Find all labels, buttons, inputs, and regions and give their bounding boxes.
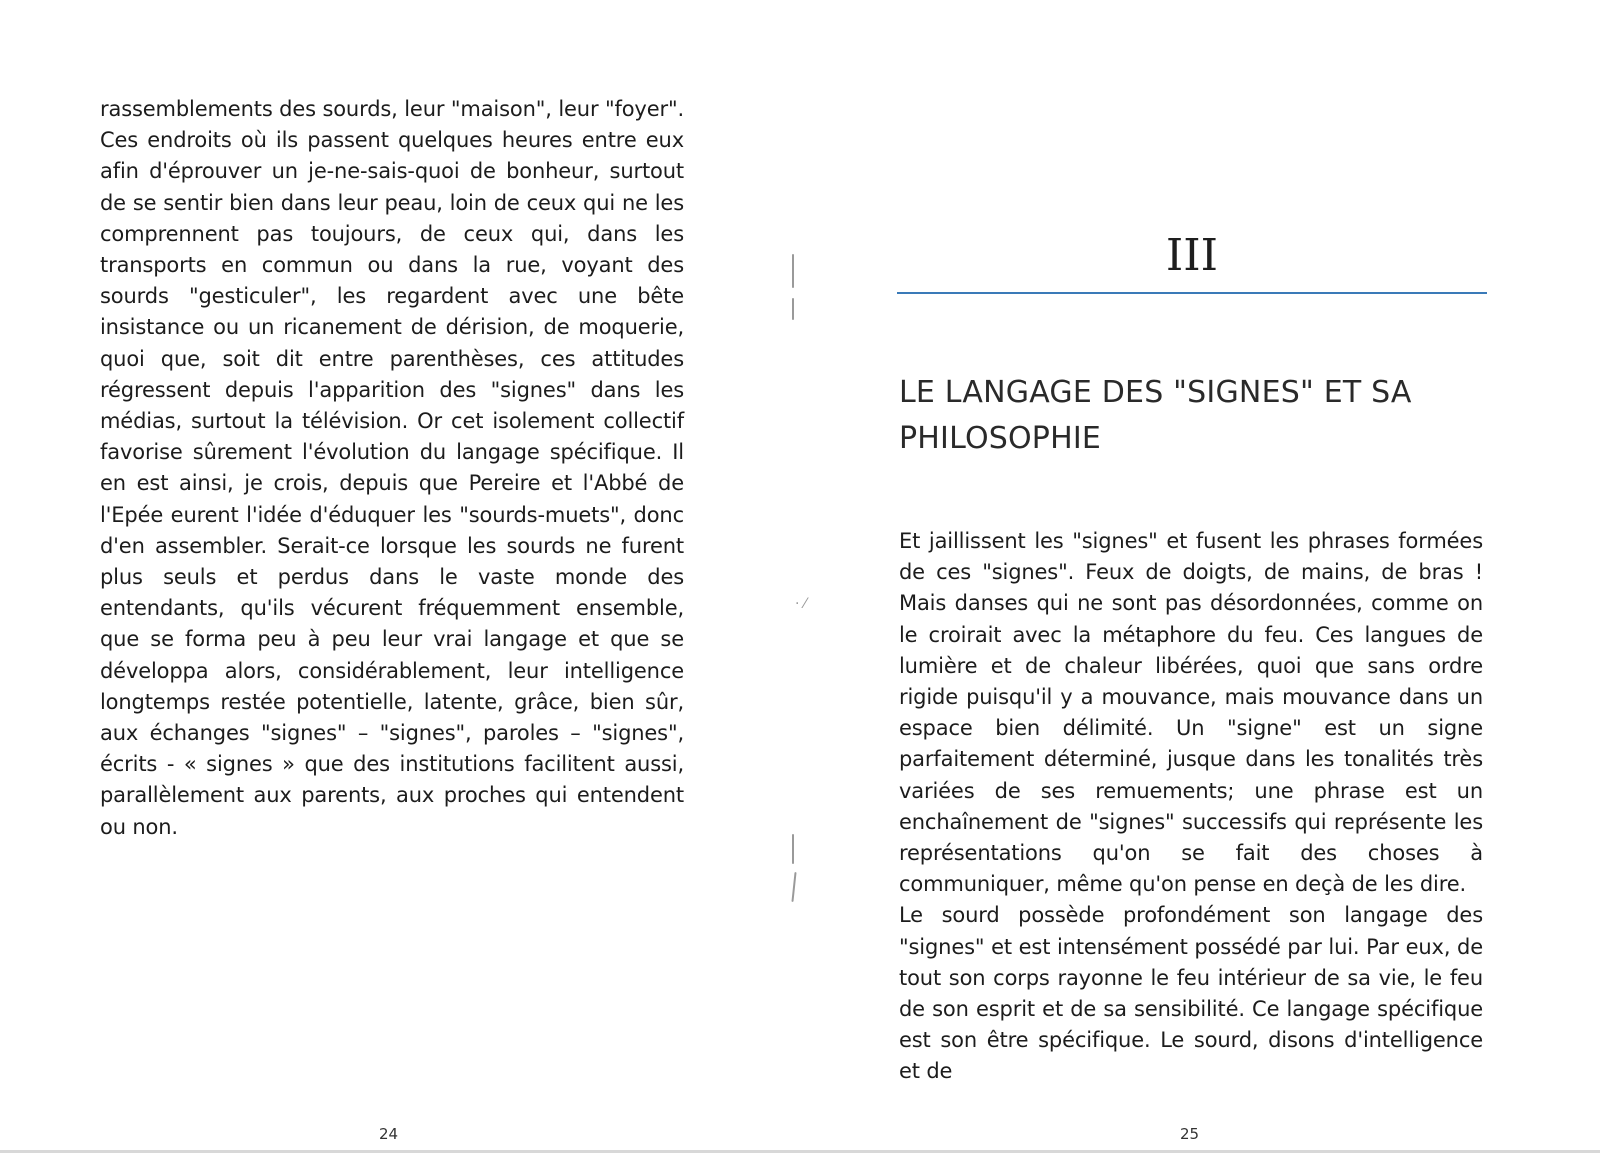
- gutter-mark: [792, 298, 794, 320]
- chapter-numeral: III: [1165, 230, 1219, 281]
- right-page-body: [899, 526, 1483, 1088]
- gutter-mark: [792, 254, 794, 288]
- right-page-number: 25: [1180, 1125, 1200, 1143]
- right-paragraph-2: Le sourd possède profondément son langage des "signes" et est intensément possédé par lui. Par eux, de tout son corps rayonne le feu intérieur de sa vie, le feu de son esprit et de sa sensibilité. Ce langage spécifique est son être spécifique. Le sourd, disons d'intelligence et de: [899, 903, 1483, 1084]
- chapter-divider-rule: [897, 292, 1487, 294]
- left-page-number: 24: [379, 1125, 399, 1143]
- scan-speck: · ⁄: [795, 596, 807, 612]
- gutter-mark: [791, 872, 796, 902]
- left-page-body: [100, 94, 684, 843]
- right-paragraph-1: Et jaillissent les "signes" et fusent les phrases formées de ces "signes". Feux de doigts, de mains, de bras ! Mais danses qui ne sont pas désordonnées, comme on le croirait avec la métaphore du feu. Ces langues de lumière et de chaleur libérées, quoi que sans ordre rigide puisqu'il y a mouvance, mais mouvance dans un espace bien délimité. Un "signe" est un signe parfaitement déterminé, jusque dans les tonalités très variées de ses remuements; une phrase est un enchaînement de "signes" successifs qui représente les représentations qu'on se fait des choses à communiquer, même qu'on pense en deçà de les dire.: [899, 529, 1483, 897]
- chapter-title: LE LANGAGE DES "SIGNES" ET SA PHILOSOPHIE: [899, 375, 1412, 456]
- scan-bottom-edge: [0, 1150, 1600, 1153]
- left-paragraph-1: rassemblements des sourds, leur "maison", leur "foyer". Ces endroits où ils passent quelques heures entre eux afin d'éprouver un je-ne-sais-quoi de bonheur, surtout de se sentir bien dans leur peau, loin de ceux qui ne les comprennent pas toujours, de ceux qui, dans les transports en commun ou dans la rue, voyant des sourds "gesticuler", les regardent avec une bête insistance ou un ricanement de dérision, de moquerie, quoi que, soit dit entre parenthèses, ces attitudes régressent depuis l'apparition des "signes" dans les médias, surtout la télévision. Or cet isolement collectif favorise sûrement l'évolution du langage spécifique. Il en est ainsi, je crois, depuis que Pereire et l'Abbé de l'Epée eurent l'idée d'éduquer les "sourds-muets", donc d'en assembler. Serait-ce lorsque les sourds ne furent plus seuls et perdus dans le vaste monde des entendants, qu'ils vécurent fréquemment ensemble, que se forma peu à peu leur vrai langage et que se développa alors, considérablement, leur intelligence longtemps restée potentielle, latente, grâce, bien sûr, aux échanges "signes" – "signes", paroles – "signes", écrits - « signes » que des institutions facilitent aussi, parallèlement aux parents, aux proches qui entendent ou non.: [100, 97, 684, 839]
- gutter-mark: [792, 834, 794, 864]
